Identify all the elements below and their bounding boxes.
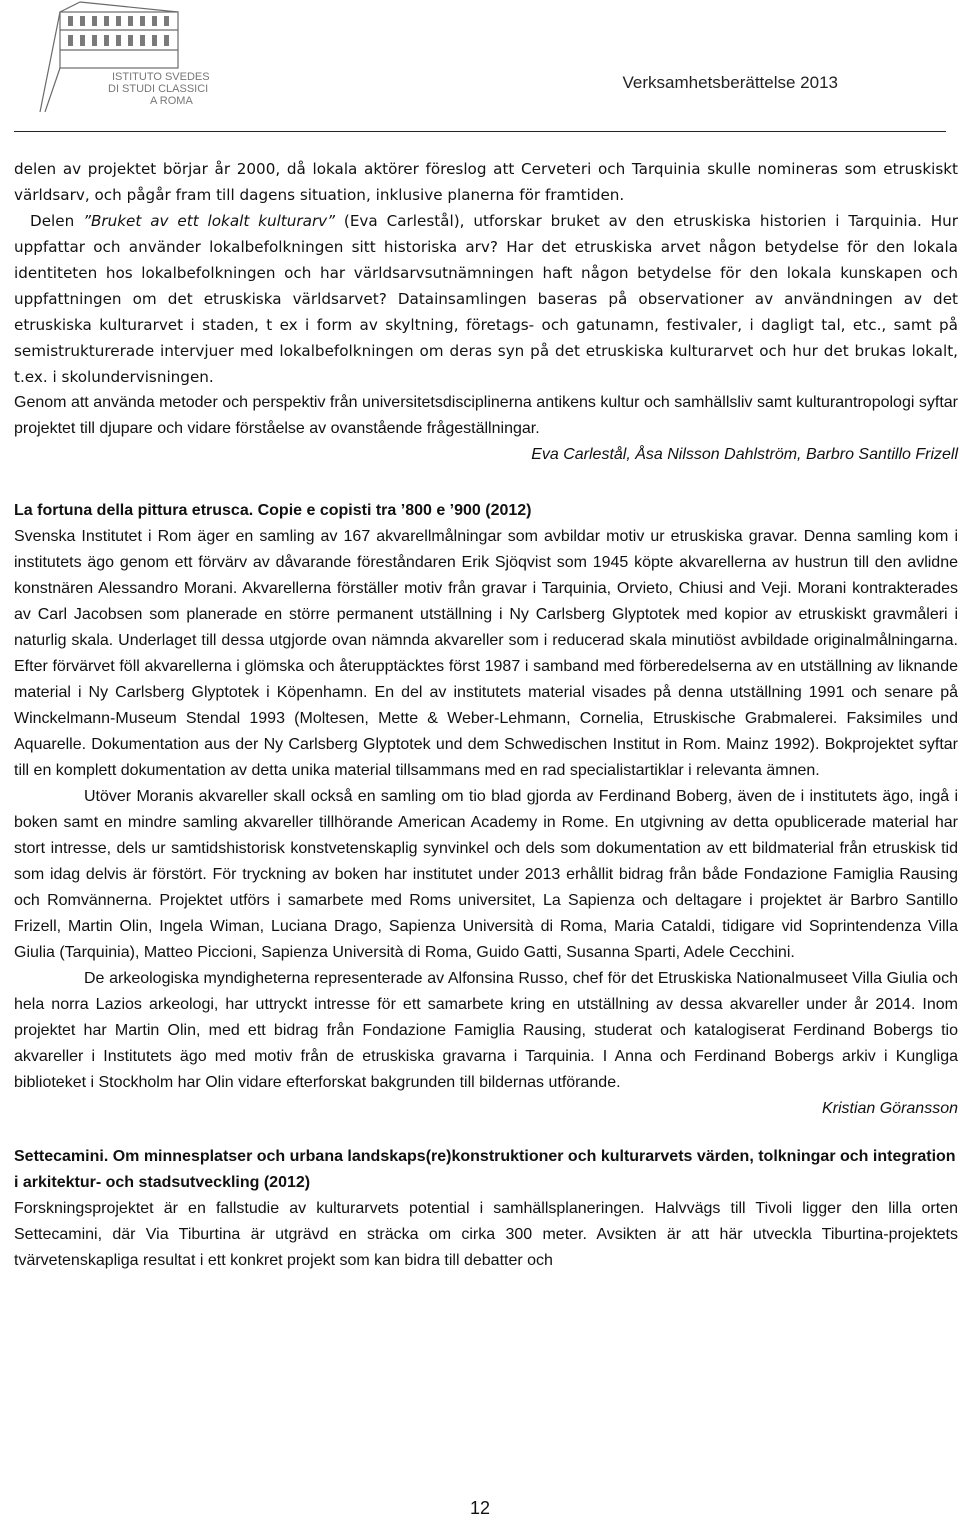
logo-line-3: A ROMA (150, 95, 193, 107)
section2-paragraph-3: De arkeologiska myndigheterna representerade av Alfonsina Russo, chef för det Etruskiska Nationalmuseet Villa Giulia och hela norra Lazios arkeologi, har uttryckt intresse för ett samarbete kring en utställning av dessa akvareller under år 2014. Inom projektet har Martin Olin, med ett bidrag från Fondazione Famiglia Rausing, studerat och katalogiserat Ferdinand Bobergs tio akvareller i Institutets ägo med motiv från de etruskiska gravarna i Tarquinia. I Anna och Ferdinand Bobergs arkiv i Kungliga biblioteket i Stockholm har Olin vidare efterforskat bakgrunden till bildernas utförande. (14, 970, 958, 1091)
logo-line-2: DI STUDI CLASSICI (108, 83, 209, 95)
text-span: Delen (30, 212, 84, 230)
section3-paragraph-1: Forskningsprojektet är en fallstudie av kulturarvets potential i samhällsplaneringen. Halvvägs till Tivoli ligger den lilla orten Settecamini, där Via Tiburtina är utgrävd en sträcka om cirka 300 meter. Avsikten är att här utveckla Tiburtina-projektets tvärvetenskapliga resultat i ett konkret projekt som kan bidra till debatter och (14, 1200, 958, 1269)
header-divider (14, 131, 946, 132)
subproject-title: ”Bruket av ett lokalt kulturarv” (83, 212, 336, 230)
text-span: delen av projektet börjar år 2000, då lokala aktörer föreslog att Cerveteri och Tarquinia skulle nomineras som etruskiskt världsarv, och pågår fram till dagens situation, inklusive planerna för framtiden. (14, 160, 958, 204)
report-title: Verksamhetsberättelse 2013 (622, 73, 838, 92)
text-span: (Eva Carlestål), utforskar bruket av den etruskiska historien i Tarquinia. Hur uppfattar och använder lokalbefolkningen sitt historiska arv? (14, 212, 958, 256)
section2-paragraph-2: Utöver Moranis akvareller skall också en samling om tio blad gjorda av Ferdinand Boberg, även de i institutets ägo, ingå i boken samt en mindre samling akvareller tillhörande American Academy in Rome. En utgivning av detta opublicerade material har stort intresse, dels ur samtidshistorisk konstvetenskaplig synvinkel och dels som dokumentation av ett bildmaterial från etruskisk tid som idag delvis är förstört. För tryckning av boken har institutet under 2013 erhållit bidrag från både Fondazione Famiglia Rausing och Romvännerna. Projektet utförs i samarbete med Roms universitet, La Sapienza och deltagare i projektet är Barbro Santillo Frizell, Martin Olin, Ingela Wiman, Luciana Drago, Sapienza Università di Roma, Maria Cataldi, tidigare vid Soprintendenza Villa Giulia (Tarquinia), Matteo Piccioni, Sapienza Università di Roma, Guido Gatti, Susanna Sparti, Adele Cecchini. (14, 788, 958, 961)
section3-heading: Settecamini. Om minnesplatser och urbana landskaps(re)konstruktioner och kulturarvets värden, tolkningar och integration i arkitektur- och stadsutveckling (2012) (14, 1148, 956, 1191)
section2-signature: Kristian Göransson (821, 1100, 958, 1117)
text-span: Har det etruskiska arvet någon betydelse för den lokala identiteten hos lokalbefolkningen och har världsarvsutnämningen haft någon betydelse för den lokala kunskapen och uppfattningen om det etruskiska världsarvet? Datainsamlingen baseras på observationer av användningen av det etruskiska kulturarvet i staden, t ex i form av skyltning, företags- och gatunamn, festivaler, i dagligt tal, etc., samt på semistrukturerade intervjuer med lokalbefolkningen om deras syn på det etruskiska kulturarvet och hur det brukas lokalt, t.ex. i skolundervisningen. (14, 238, 958, 386)
section1-paragraph-2: Genom att använda metoder och perspektiv från universitetsdisciplinerna antikens kultur och samhällsliv samt kulturantropologi syftar projektet till djupare och vidare förståelse av ovanstående frågeställningar. (14, 394, 958, 437)
section2-heading: La fortuna della pittura etrusca. Copie e copisti tra ’800 e ’900 (2012) (14, 502, 532, 519)
section1-paragraph-1 (14, 156, 958, 390)
section1-signature: Eva Carlestål, Åsa Nilsson Dahlström, Barbro Santillo Frizell (531, 446, 958, 463)
institute-logo (20, 0, 210, 112)
section2-paragraph-1: Svenska Institutet i Rom äger en samling av 167 akvarellmålningar som avbildar motiv ur etruskiska gravar. Denna samling kom i institutets ägo genom ett förvärv av dåvarande föreståndaren Erik Sjöqvist som 1945 köpte akvarellerna av hustrun till den avlidne konstnären Alessandro Morani. Akvarellerna förställer motiv från gravar i Tarquinia, Orvieto, Chiusi and Veji. Morani kontrakterades av Carl Jacobsen som planerade en större permanent utställning i Ny Carlsberg Glyptotek med kopior av etruskiskt gravmåleri i naturlig skala. Underlaget till dessa utgjorde ovan nämnda akvareller som i reducerad skala minutiöst avbildade originalmålningarna. Efter förvärvet föll akvarellerna i glömska och återupptäcktes först 1987 i samband med förberedelserna av en utställning av liknande material i Ny Carlsberg Glyptotek i Köpenhamn. En del av institutets material visades på denna utställning 1991 och senare på Winckelmann-Museum Stendal 1993 (Moltesen, Mette & Weber-Lehmann, Cornelia, Etruskische Grabmalerei. Faksimiles und Aquarelle. Dokumentation aus der Ny Carlsberg Glyptotek und dem Schwedischen Institut in Rom. Mainz 1992). Bokprojektet syftar till en komplett dokumentation av detta unika material tillsammans med en rad specialistartiklar i relevanta ämnen. (14, 528, 958, 779)
page-number: 12 (469, 1498, 491, 1518)
logo-line-1: ISTITUTO SVEDESE (112, 71, 210, 83)
building-logo-icon (20, 0, 210, 112)
document-body (14, 156, 958, 1274)
